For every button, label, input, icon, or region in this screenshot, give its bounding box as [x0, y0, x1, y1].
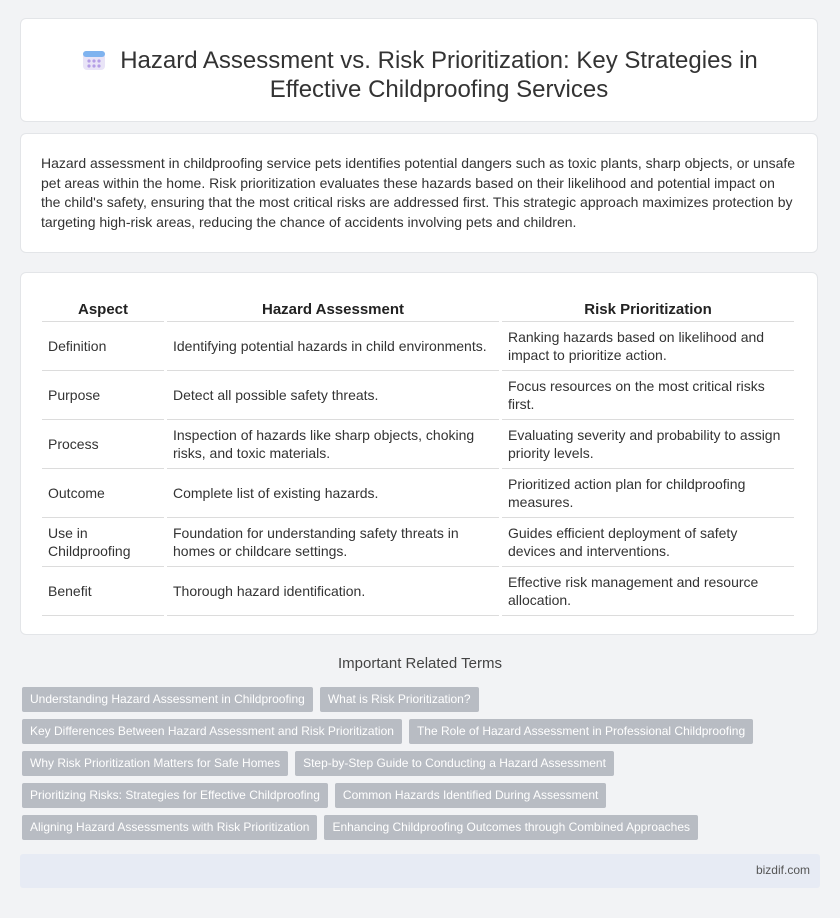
risk-cell: Guides efficient deployment of safety devices and interventions.: [502, 518, 794, 567]
risk-cell: Effective risk management and resource allocation.: [502, 567, 794, 616]
related-term-link[interactable]: Key Differences Between Hazard Assessment and Risk Prioritization: [22, 719, 402, 744]
aspect-cell: Outcome: [42, 469, 164, 518]
comparison-table: [39, 293, 797, 616]
table-row: [42, 469, 794, 518]
related-term-link[interactable]: Common Hazards Identified During Assessment: [335, 783, 606, 808]
aspect-cell: Use in Childproofing: [42, 518, 164, 567]
related-term-link[interactable]: The Role of Hazard Assessment in Professional Childproofing: [409, 719, 753, 744]
column-header-risk-prioritization: Risk Prioritization: [502, 293, 794, 322]
column-header-aspect: Aspect: [42, 293, 164, 322]
related-term-link[interactable]: Why Risk Prioritization Matters for Safe Homes: [22, 751, 288, 776]
related-terms-list: [22, 687, 812, 847]
hazard-cell: Identifying potential hazards in child environments.: [167, 322, 499, 371]
hazard-cell: Detect all possible safety threats.: [167, 371, 499, 420]
intro-card: [20, 133, 818, 253]
risk-cell: Focus resources on the most critical risks first.: [502, 371, 794, 420]
intro-text: Hazard assessment in childproofing service pets identifies potential dangers such as toxic plants, sharp objects, or unsafe pet areas within the home. Risk prioritization evaluates these hazards based on their likelihood and potential impact on the child's safety, ensuring that the most critical risks are addressed first. This strategic approach maximizes protection by targeting high-risk areas, reducing the chance of accidents involving pets and children.: [41, 155, 796, 230]
table-row: [42, 567, 794, 616]
related-term-link[interactable]: Step-by-Step Guide to Conducting a Hazard Assessment: [295, 751, 614, 776]
table-row: [42, 420, 794, 469]
tag-row: [22, 783, 812, 808]
tag-row: [22, 815, 812, 840]
related-terms-title: Important Related Terms: [338, 655, 502, 672]
aspect-cell: Benefit: [42, 567, 164, 616]
risk-cell: Prioritized action plan for childproofing measures.: [502, 469, 794, 518]
table-header-row: [42, 293, 794, 322]
aspect-cell: Process: [42, 420, 164, 469]
table-row: [42, 518, 794, 567]
tag-row: [22, 719, 812, 744]
table-row: [42, 322, 794, 371]
title-card: [20, 18, 818, 122]
footer: [20, 854, 820, 888]
column-header-hazard-assessment: Hazard Assessment: [167, 293, 499, 322]
tag-row: [22, 751, 812, 776]
footer-site-link[interactable]: bizdif.com: [755, 863, 810, 877]
aspect-cell: Purpose: [42, 371, 164, 420]
related-term-link[interactable]: Understanding Hazard Assessment in Childproofing: [22, 687, 313, 712]
hazard-cell: Inspection of hazards like sharp objects, choking risks, and toxic materials.: [167, 420, 499, 469]
related-term-link[interactable]: Enhancing Childproofing Outcomes through Combined Approaches: [324, 815, 698, 840]
risk-cell: Ranking hazards based on likelihood and impact to prioritize action.: [502, 322, 794, 371]
aspect-cell: Definition: [42, 322, 164, 371]
hazard-cell: Complete list of existing hazards.: [167, 469, 499, 518]
related-term-link[interactable]: Aligning Hazard Assessments with Risk Prioritization: [22, 815, 317, 840]
hazard-cell: Foundation for understanding safety threats in homes or childcare settings.: [167, 518, 499, 567]
hazard-cell: Thorough hazard identification.: [167, 567, 499, 616]
related-term-link[interactable]: What is Risk Prioritization?: [320, 687, 479, 712]
tag-row: [22, 687, 812, 712]
page-title: Hazard Assessment vs. Risk Prioritization: Key Strategies in Effective Childproofing Services: [120, 47, 758, 103]
comparison-table-card: [20, 272, 818, 635]
risk-cell: Evaluating severity and probability to assign priority levels.: [502, 420, 794, 469]
related-term-link[interactable]: Prioritizing Risks: Strategies for Effective Childproofing: [22, 783, 328, 808]
table-row: [42, 371, 794, 420]
